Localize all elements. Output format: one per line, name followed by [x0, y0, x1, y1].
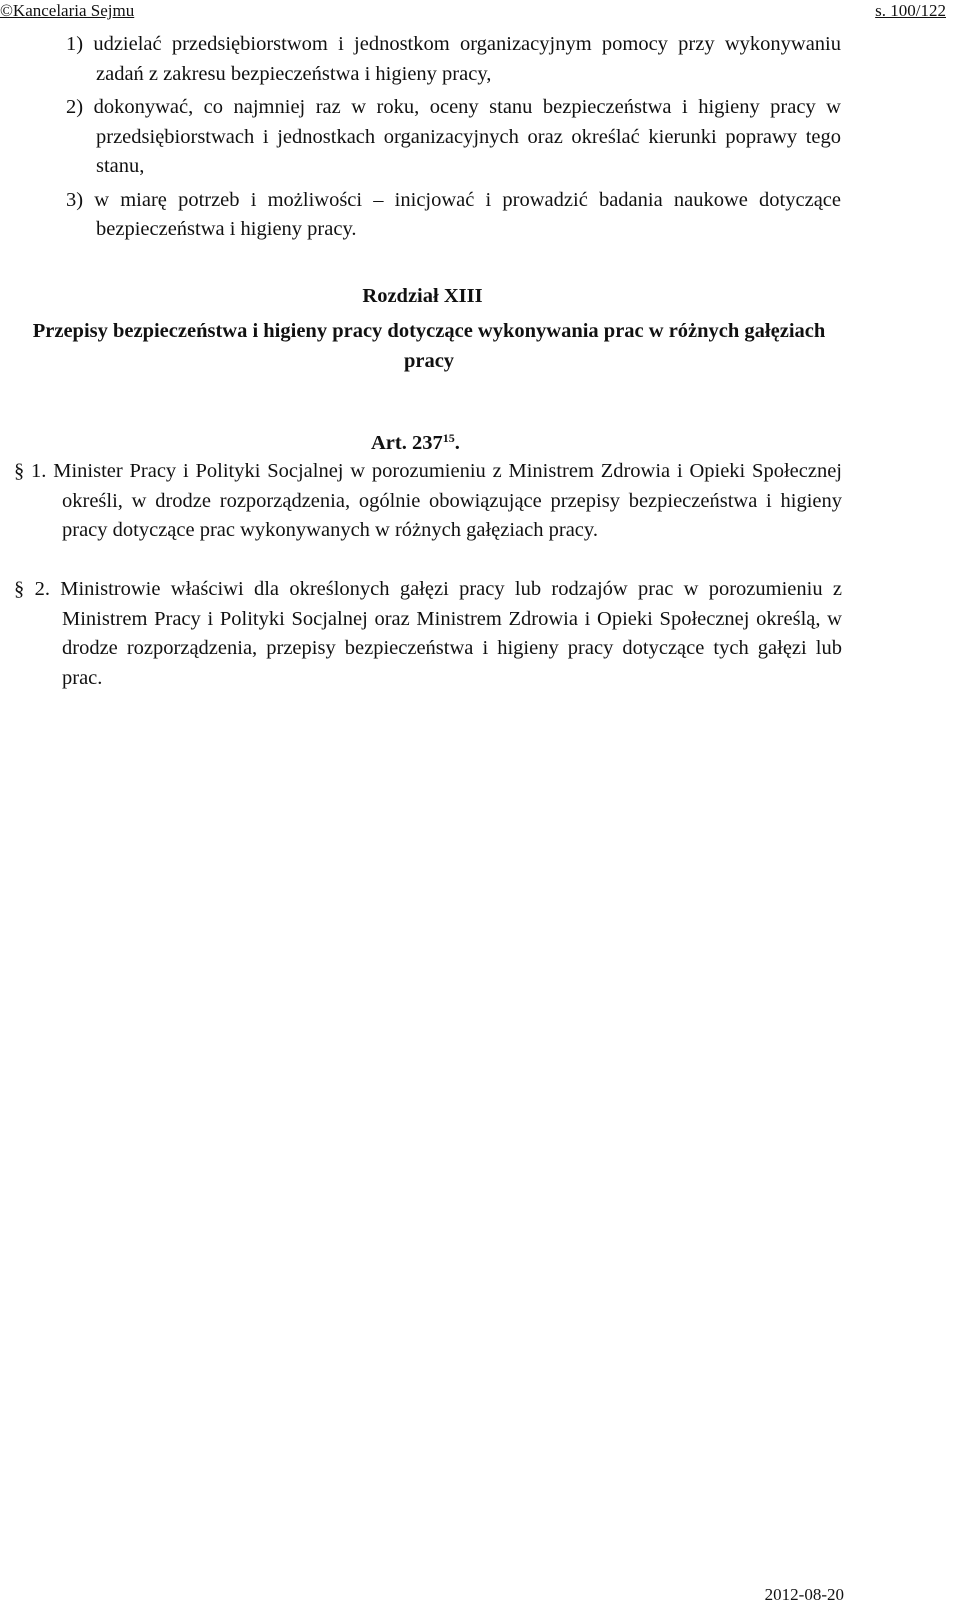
paragraph-1	[14, 457, 842, 546]
duties-list	[66, 30, 841, 245]
article-suffix: .	[454, 432, 460, 454]
list-item: 3) w miarę potrzeb i możliwości – inicjować i prowadzić badania naukowe dotyczące bezpieczeństwa i higieny pracy.	[66, 188, 841, 240]
article-superscript: 15	[442, 431, 455, 445]
footer-date: 2012-08-20	[764, 1585, 844, 1604]
paragraph-2	[14, 575, 842, 693]
paragraph-text: § 1. Minister Pracy i Polityki Socjalnej w porozumieniu z Ministrem Zdrowia i Opieki Społecznej określi, w drodze rozporządzenia, ogólnie obowiązujące przepisy bezpieczeństwa i higieny pracy dotyczące prac wykonywanych w różnych gałęziach pracy.	[14, 460, 842, 541]
page-header	[0, 0, 960, 22]
article-heading	[371, 424, 460, 459]
page-number: s. 100/122	[875, 1, 946, 20]
chapter-number: Rozdział XIII	[362, 285, 483, 307]
paragraph-text: § 2. Ministrowie właściwi dla określonych gałęzi pracy lub rodzajów prac w porozumieniu z Ministrem Pracy i Polityki Socjalnej oraz Ministrem Zdrowia i Opieki Społecznej określą, w drodze rozporządzenia, przepisy bezpieczeństwa i higieny pracy dotyczące tych gałęzi lub prac.	[14, 578, 842, 689]
list-item: 1) udzielać przedsiębiorstwom i jednostkom organizacyjnym pomocy przy wykonywaniu zadań z zakresu bezpieczeństwa i higieny pracy,	[66, 33, 841, 85]
list-item: 2) dokonywać, co najmniej raz w roku, oceny stanu bezpieczeństwa i higieny pracy w przedsiębiorstwach i jednostkach organizacyjnych oraz określać kierunki poprawy tego stanu,	[66, 96, 841, 177]
chapter-title: Przepisy bezpieczeństwa i higieny pracy dotyczące wykonywania prac w różnych gałęziach pracy	[32, 320, 826, 372]
article-label: Art. 237	[371, 432, 443, 454]
copyright-label: ©Kancelaria Sejmu	[0, 1, 135, 20]
